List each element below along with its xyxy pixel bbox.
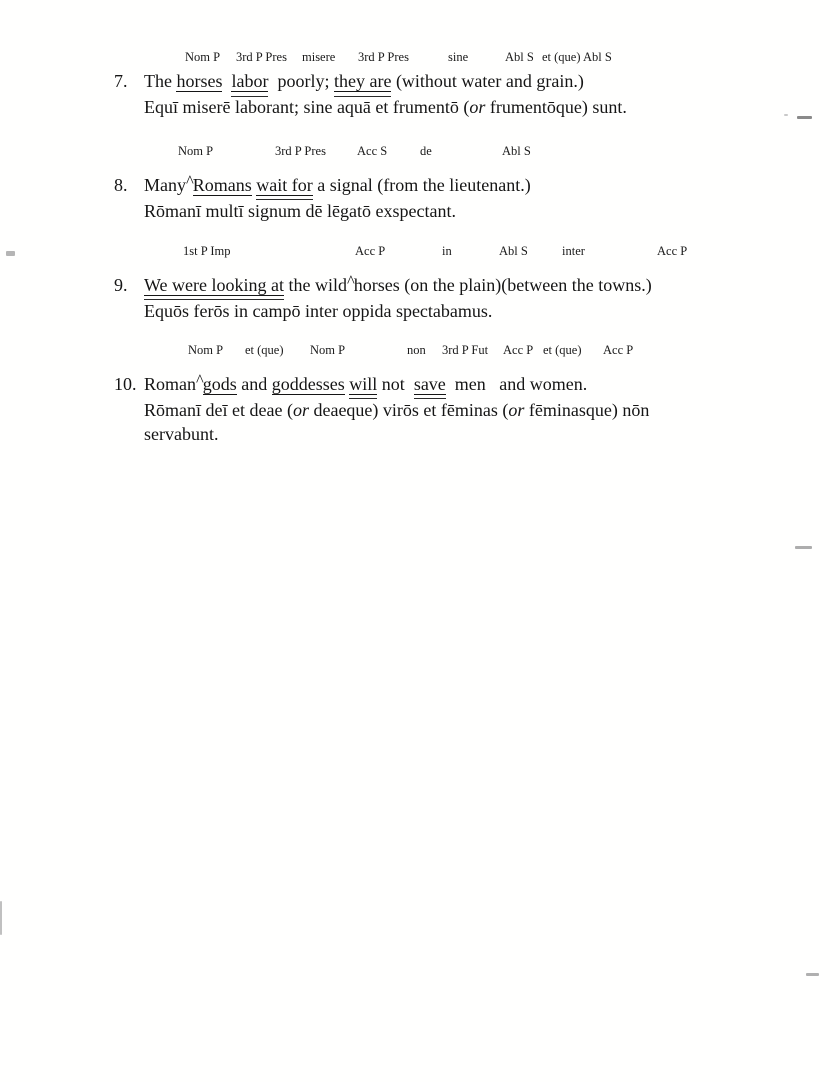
grammar-label: sine xyxy=(448,50,469,64)
grammar-label: Abl S xyxy=(499,244,528,258)
grammar-label: Nom P xyxy=(188,343,224,357)
text-segment: a signal (from the lieutenant.) xyxy=(312,174,531,195)
text-segment: deaeque) virōs et fēminas ( xyxy=(308,399,509,420)
text-segment: Roman xyxy=(144,373,196,394)
latin-sentence xyxy=(144,299,772,323)
text-segment: horses (on the plain)(between the towns.) xyxy=(353,274,652,295)
text-segment: Many xyxy=(144,174,186,195)
grammar-label-row xyxy=(112,343,772,359)
grammar-label: Acc S xyxy=(357,144,388,158)
underlined-word: We were looking at xyxy=(144,274,285,295)
text-segment: poorly; xyxy=(268,71,334,91)
text-segment: not xyxy=(377,373,414,394)
exercise-item xyxy=(112,50,772,119)
grammar-label: 3rd P Pres xyxy=(275,144,326,158)
english-sentence-line xyxy=(112,169,772,197)
italic-or: or xyxy=(508,399,525,420)
text-segment: Equī miserē laborant; sine aquā et frumentō ( xyxy=(144,97,470,117)
grammar-label: 3rd P Fut xyxy=(442,343,489,357)
english-sentence xyxy=(144,71,584,92)
scan-artifact xyxy=(0,901,2,935)
item-number: 9. xyxy=(114,274,128,295)
caret-insertion-mark: ^ xyxy=(186,171,193,190)
text-segment: Rōmanī multī signum dē lēgatō exspectant. xyxy=(144,200,456,221)
scan-artifact xyxy=(795,546,812,549)
grammar-label: Acc P xyxy=(355,244,386,258)
grammar-label: Nom P xyxy=(185,50,221,64)
latin-sentence xyxy=(144,199,772,223)
grammar-label: de xyxy=(420,144,432,158)
grammar-label: et (que) xyxy=(245,343,284,357)
latin-sentence xyxy=(144,95,772,119)
grammar-label: et (que) xyxy=(543,343,582,357)
scan-artifact xyxy=(797,116,812,119)
english-sentence-line xyxy=(112,269,772,297)
text-segment: Rōmanī deī et deae ( xyxy=(144,399,293,420)
caret-insertion-mark: ^ xyxy=(196,370,203,389)
exercise-item xyxy=(112,144,772,223)
underlined-word: save xyxy=(413,373,446,394)
underlined-word: horses xyxy=(176,71,223,91)
grammar-label: Nom P xyxy=(310,343,346,357)
grammar-label-row xyxy=(112,50,772,66)
grammar-label: 3rd P Pres xyxy=(236,50,287,64)
caret-insertion-mark: ^ xyxy=(347,271,354,290)
grammar-label: in xyxy=(442,244,452,258)
grammar-label-row xyxy=(112,244,772,260)
underlined-word: they are xyxy=(333,71,392,91)
underlined-word: Romans xyxy=(192,174,252,195)
text-segment: the wild xyxy=(284,274,348,295)
scan-artifact xyxy=(6,251,15,256)
grammar-label-row xyxy=(112,144,772,160)
grammar-label: non xyxy=(407,343,426,357)
grammar-label: Acc P xyxy=(603,343,634,357)
text-segment: and xyxy=(236,373,272,394)
italic-or: or xyxy=(292,399,309,420)
grammar-label: et (que) Abl S xyxy=(542,50,612,64)
english-sentence xyxy=(144,171,531,195)
grammar-label: Abl S xyxy=(505,50,534,64)
underlined-word: gods xyxy=(202,373,237,394)
scan-artifact xyxy=(806,973,819,976)
scan-artifact xyxy=(784,114,788,116)
text-segment: frumentōque) sunt. xyxy=(485,97,627,117)
grammar-label: Acc P xyxy=(657,244,688,258)
text-segment: men and women. xyxy=(445,373,588,394)
exercise-item xyxy=(112,244,772,323)
underlined-word: wait for xyxy=(256,174,313,195)
text-segment: fēminasque) nōn servabunt. xyxy=(144,399,654,444)
text-segment: (without water and grain.) xyxy=(391,71,584,91)
grammar-label: Acc P xyxy=(503,343,534,357)
grammar-label: 3rd P Pres xyxy=(358,50,409,64)
grammar-label: Nom P xyxy=(178,144,214,158)
item-number: 8. xyxy=(114,174,128,195)
italic-or: or xyxy=(469,97,486,117)
underlined-word: labor xyxy=(231,71,269,91)
item-number: 10. xyxy=(114,373,137,394)
english-sentence xyxy=(144,370,588,394)
latin-sentence xyxy=(144,398,710,446)
item-number: 7. xyxy=(114,71,128,91)
underlined-word: will xyxy=(349,373,378,394)
english-sentence-line xyxy=(112,69,772,93)
english-sentence xyxy=(144,271,652,295)
exercise-item xyxy=(112,343,772,446)
english-sentence-line xyxy=(112,368,772,396)
grammar-label: Abl S xyxy=(502,144,531,158)
text-segment: Equōs ferōs in campō inter oppida spectabamus. xyxy=(144,300,493,321)
underlined-word: goddesses xyxy=(271,373,345,394)
grammar-label: 1st P Imp xyxy=(183,244,231,258)
grammar-label: inter xyxy=(562,244,585,258)
text-segment: The xyxy=(144,71,177,91)
grammar-label: misere xyxy=(302,50,336,64)
